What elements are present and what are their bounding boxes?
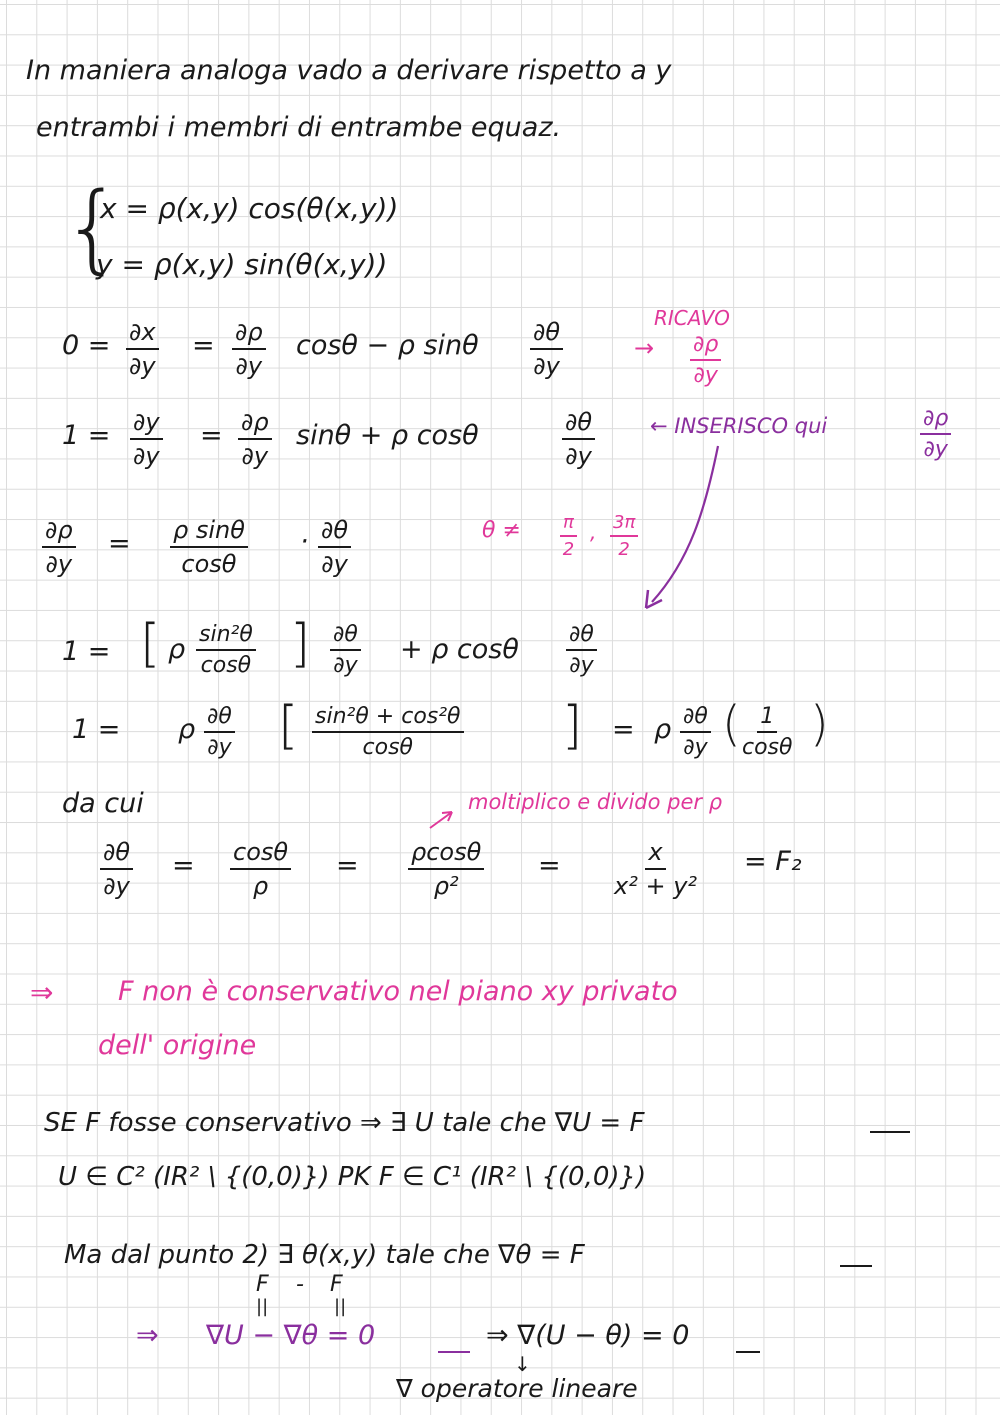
proof-line-4: ∇U − ∇θ = 0 [206,1320,376,1351]
solve3-one-over-cos: $\frac{1}{\cos\theta}$ [742,704,793,760]
deriv2-eq: = [200,420,223,451]
intro-line-1: In maniera analoga vado a derivare rispetto a y [26,55,672,86]
solve3-close: ] [562,696,583,756]
solve3-eq: = [612,714,635,745]
solve1-frac: $\frac{\text{ρ sinθ}}{\cos\theta}$ [170,516,248,578]
deriv2-dtheta: $\frac{\partial\theta}{\partial y}$ [562,408,595,470]
result-lhs: $\frac{\partial\theta}{\partial y}$ [100,838,133,900]
proof-line-3: Ma dal punto 2) ∃ θ(x,y) tale che ∇θ = F [64,1240,585,1270]
solve2-lhs: 1 = [62,636,111,667]
system-eq-1: x = ρ(x,y) cos(θ(x,y)) [100,192,399,225]
solve2-rho: ρ [168,634,186,665]
solve1-dtheta: $\frac{\partial\theta}{\partial y}$ [318,516,351,578]
proof-line-2: U ∈ C² (IR² \ {(0,0)}) PK F ∈ C¹ (IR² \ {(0,0)}) [58,1162,647,1192]
proof-under-minus: - [296,1272,304,1297]
solve1-dot: · [300,526,309,557]
solve3-paren-open: ( [722,696,741,752]
result-eq-3: = [538,850,561,881]
note-ricavo: RICAVO [654,306,730,330]
solve3-lhs: 1 = [72,714,121,745]
deriv2-drho: $\frac{\partial\rho}{\partial y}$ [238,408,272,470]
note-pi-half: $\frac{\pi}{2}$ [560,512,577,560]
result-f2: = F₂ [744,846,802,877]
solve3-open: [ [278,696,299,756]
note-ricavo-arrow: → [634,334,655,362]
system-brace: { [62,172,124,284]
proof-down-arrow: ↓ [514,1352,531,1376]
deriv2-lhs: 1 = [62,420,111,451]
proof-under-f1: F [256,1272,269,1297]
note-three-pi-half: $\frac{3\pi}{2}$ [610,512,638,560]
solve3-rho: ρ [178,714,196,745]
result-frac-3: $\frac{x}{\text{x² + y²}}$ [614,838,698,900]
deriv1-eq: = [192,330,215,361]
note-theta-cond: θ ≠ [482,518,521,543]
solve1-lhs: $\frac{\partial\rho}{\partial y}$ [42,516,76,578]
proof-line-5: ∇ operatore lineare [396,1374,638,1403]
deriv1-dtheta: $\frac{\partial\theta}{\partial y}$ [530,318,563,380]
deriv1-drho: $\frac{\partial\rho}{\partial y}$ [232,318,266,380]
intro-line-2: entrambi i membri di entrambe equaz. [36,112,562,143]
solve3-dtheta-2: $\frac{\partial\theta}{\partial y}$ [680,704,711,760]
proof-line-4-arrow: ⇒ [136,1320,159,1351]
proof-line-1: SE F fosse conservativo ⇒ ∃ U tale che ∇U = F [44,1108,645,1138]
solve3-dtheta: $\frac{\partial\theta}{\partial y}$ [204,704,235,760]
solve2-dtheta: $\frac{\partial\theta}{\partial y}$ [330,622,361,678]
result-eq-1: = [172,850,195,881]
deriv2-dydy: $\frac{\partial y}{\partial y}$ [130,408,163,470]
solve3-paren-close: ) [810,696,829,752]
proof-eq-a: || [256,1296,269,1317]
result-eq-2: = [336,850,359,881]
deriv1-dxdy: $\frac{\partial x}{\partial y}$ [126,318,159,380]
solve3-frac: $\frac{\text{sin²θ + cos²θ}}{\cos\theta}$ [312,704,464,760]
deriv2-mid: sinθ + ρ cosθ [296,420,479,451]
note-inserisco-frac: $\frac{\partial\rho}{\partial y}$ [920,406,951,462]
conclusion-arrow: ⇒ [30,976,54,1009]
deriv1-mid: cosθ − ρ sinθ [296,330,479,361]
solve2-dtheta-2: $\frac{\partial\theta}{\partial y}$ [566,622,597,678]
note-inserisco: ← INSERISCO qui [650,414,828,438]
conclusion-line-1: F non è conservativo nel piano xy privato [118,976,678,1007]
da-cui: da cui [62,788,144,819]
result-frac-1: $\frac{\cos\theta}{\rho}$ [230,838,291,900]
result-frac-2: $\frac{\rho\cos\theta}{\text{ρ²}}$ [408,838,484,900]
system-eq-2: y = ρ(x,y) sin(θ(x,y)) [96,248,388,281]
solve2-mid: + ρ cosθ [400,634,519,665]
conclusion-line-2: dell' origine [98,1030,257,1061]
solve1-eq: = [108,528,131,559]
proof-eq-b: || [334,1296,347,1317]
solve2-open: [ [140,614,161,674]
solve2-frac: $\frac{\text{sin²θ}}{\cos\theta}$ [196,622,256,678]
note-comma: , [590,520,597,544]
solve2-close: ] [290,614,311,674]
solve3-rho-2: ρ [654,714,672,745]
proof-under-f2: F [330,1272,343,1297]
note-moltiplico: moltiplico e divido per ρ [468,790,723,814]
proof-line-4b: ⇒ ∇(U − θ) = 0 [486,1320,690,1351]
note-ricavo-frac: $\frac{\partial\rho}{\partial y}$ [690,332,721,388]
deriv1-lhs: 0 = [62,330,111,361]
